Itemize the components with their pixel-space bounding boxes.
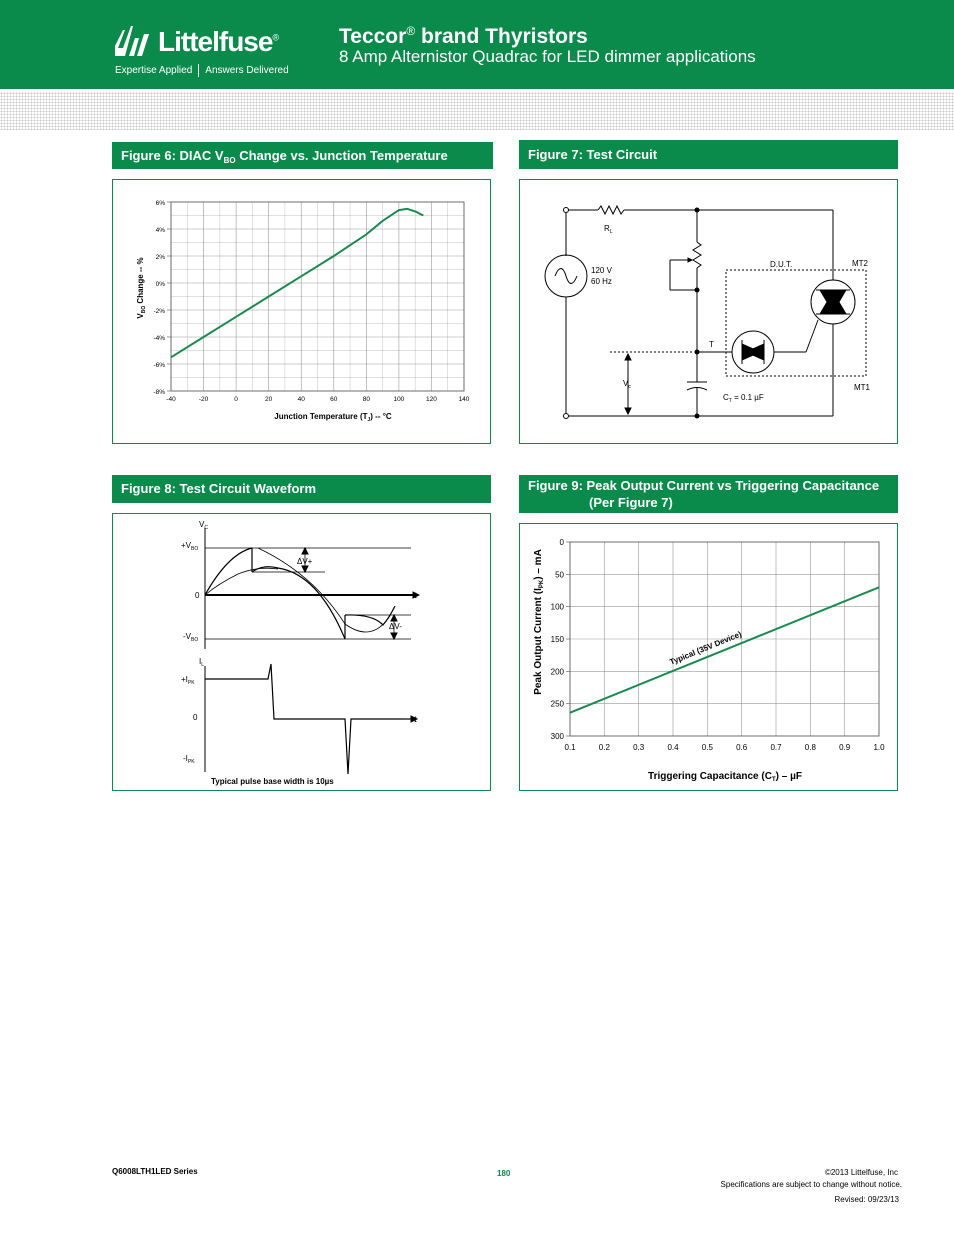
fig8-title: Figure 8: Test Circuit Waveform	[112, 475, 491, 503]
x-tick-label: 40	[297, 396, 305, 403]
y-tick-label: -6%	[153, 362, 165, 369]
fig9-ylabel: Peak Output Current $(I_{PK})$ – mA	[533, 549, 545, 695]
ct-label: $C_T = 0.1$ µF	[723, 393, 764, 404]
x-tick-label: 0.7	[770, 743, 782, 752]
fig9-title: Figure 9: Peak Output Current vs Triggering Capacitance (Per Figure 7)	[519, 475, 898, 513]
y-tick-label: 100	[550, 602, 564, 612]
x-tick-label: 60	[330, 396, 338, 403]
fig7-title: Figure 7: Test Circuit	[519, 140, 898, 169]
y-tick-label: 250	[550, 699, 564, 709]
x-tick-label: 0.9	[839, 743, 851, 752]
x-tick-label: 0.8	[804, 743, 816, 752]
dot-pattern-band	[0, 92, 954, 130]
fig9-chart	[520, 524, 899, 792]
footer-series: Q6008LTH1LED Series	[112, 1167, 198, 1176]
plus-vbo-label: $+V_{BO}$	[181, 541, 199, 552]
rl-label: $R_L$	[604, 224, 613, 235]
y-tick-label: 200	[550, 667, 564, 677]
t-axis-label-1: t	[414, 591, 417, 600]
pulse-width-note: Typical pulse base width is 10µs	[211, 777, 334, 786]
t-axis-label-2: t	[414, 715, 417, 724]
mt2-label: MT2	[852, 259, 868, 268]
fig9-xlabel: Triggering Capacitance $(C_T)$ – µF	[648, 771, 802, 783]
series-line	[570, 587, 879, 712]
footer-page-number: 180	[497, 1169, 511, 1178]
footer-revised: Revised: 09/23/13	[834, 1195, 899, 1204]
x-tick-label: 100	[393, 396, 405, 403]
mt1-label: MT1	[854, 383, 870, 392]
y-tick-label: 4%	[155, 227, 165, 234]
zero-label-v: 0	[195, 591, 200, 600]
t-label: T	[709, 340, 714, 349]
y-tick-label: 150	[550, 635, 564, 644]
page-title: Teccor® brand Thyristors	[339, 24, 588, 48]
x-tick-label: 80	[362, 396, 370, 403]
y-tick-label: 0%	[155, 281, 165, 288]
load-resistor-icon	[598, 206, 624, 214]
y-tick-label: 2%	[155, 254, 165, 261]
x-tick-label: 0.4	[667, 743, 679, 752]
fig6-ylabel: $V_{BO}$ Change -- %	[136, 257, 147, 319]
y-tick-label: -4%	[153, 335, 165, 342]
x-tick-label: 0	[234, 396, 238, 403]
test-circuit-diagram	[520, 180, 899, 445]
x-tick-label: 0.1	[564, 743, 576, 752]
y-tick-label: 6%	[155, 200, 165, 207]
dut-label: D.U.T.	[770, 260, 793, 269]
fig6-box	[112, 179, 491, 444]
waveform-diagram	[113, 514, 492, 792]
plus-ipk-label: $+I_{PK}$	[181, 675, 195, 686]
x-tick-label: 0.2	[598, 743, 610, 752]
y-tick-label: 300	[550, 732, 564, 741]
delta-v-minus-label: ΔV-	[389, 622, 402, 631]
vc-axis-label: $V_C$	[199, 520, 208, 531]
y-tick-label: -2%	[153, 308, 165, 315]
fig7-box	[519, 179, 898, 444]
fig6-xlabel: Junction Temperature $(T_J) -- ^\circ C$	[274, 412, 392, 423]
vc-label: $V_c$	[623, 379, 631, 390]
footer-copyright: ©2013 Littelfuse, Inc	[824, 1168, 898, 1177]
il-axis-label: $I_L$	[199, 657, 205, 668]
fig8-box	[112, 513, 491, 791]
source-voltage-label: 120 V	[591, 266, 612, 275]
x-tick-label: 120	[426, 396, 437, 403]
littelfuse-logo-icon	[113, 24, 153, 58]
tagline: Expertise Applied Answers Delivered	[115, 65, 289, 77]
delta-v-plus-label: ΔV+	[297, 557, 313, 566]
source-frequency-label: 60 Hz	[591, 277, 612, 286]
x-tick-label: 0.6	[736, 743, 748, 752]
series-label: Typical (35V Device)	[668, 629, 743, 667]
y-tick-label: 0	[559, 538, 564, 547]
page-header	[0, 0, 954, 89]
y-tick-label: -8%	[153, 389, 165, 396]
potentiometer-icon	[693, 242, 701, 268]
fig6-title: Figure 6: DIAC $V_{BO}$ Change vs. Junction Temperature	[112, 142, 493, 169]
x-tick-label: -20	[198, 396, 209, 403]
x-tick-label: -40	[166, 396, 176, 403]
fig9-box	[519, 523, 898, 791]
x-tick-label: 1.0	[873, 743, 885, 752]
minus-ipk-label: $-I_{PK}$	[183, 754, 195, 765]
y-tick-label: 50	[555, 570, 564, 580]
x-tick-label: 0.5	[701, 743, 713, 752]
footer-notice: Specifications are subject to change without notice.	[720, 1180, 902, 1189]
fig6-chart	[113, 180, 492, 445]
x-tick-label: 0.3	[633, 743, 645, 752]
page-subtitle: 8 Amp Alternistor Quadrac for LED dimmer applications	[339, 47, 756, 66]
zero-label-i: 0	[193, 713, 198, 722]
brand-name: Littelfuse®	[158, 26, 279, 57]
x-tick-label: 140	[458, 396, 470, 403]
x-tick-label: 20	[265, 396, 273, 403]
minus-vbo-label: $-V_{BO}$	[183, 632, 199, 643]
